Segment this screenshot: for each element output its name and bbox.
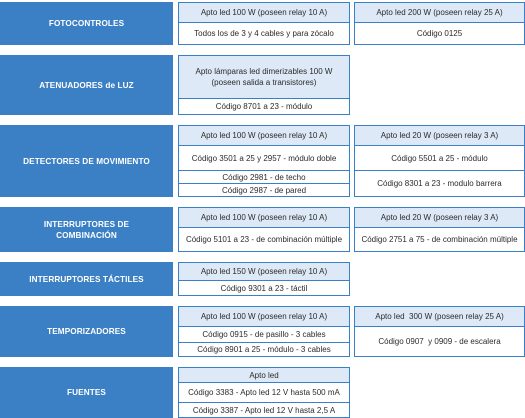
header-combinacion-col1 xyxy=(178,207,350,228)
item-combinacion-col2-0 xyxy=(355,228,524,251)
header-text: Apto led 100 W (poseen relay 10 A) xyxy=(200,8,328,17)
item-text: Código 3383 - Apto led 12 V hasta 500 mA xyxy=(188,388,340,397)
header-fotocontroles-col1 xyxy=(178,2,350,23)
item-fuentes-col1-1 xyxy=(179,403,349,417)
item-temporizadores-col2-0 xyxy=(355,327,524,356)
header-fotocontroles-col2 xyxy=(354,2,525,23)
category-label: ATENUADORES de LUZ xyxy=(39,80,134,90)
item-text: Código 8901 a 25 - módulo - 3 cables xyxy=(197,345,331,354)
category-fuentes xyxy=(0,367,173,418)
cell-combinacion-col1 xyxy=(178,207,350,252)
category-label: DETECTORES DE MOVIMIENTO xyxy=(23,156,150,166)
item-temporizadores-col1-1 xyxy=(179,343,349,356)
header-text: Apto led 20 W (poseen relay 3 A) xyxy=(380,213,499,222)
item-text: Código 0915 - de pasillo - 3 cables xyxy=(202,330,326,339)
item-text: Código 3501 a 25 y 2957 - módulo doble xyxy=(191,153,337,163)
header-fuentes-col1 xyxy=(178,367,350,383)
header-text: Apto led 300 W (poseen relay 25 A) xyxy=(375,312,504,321)
cell-fotocontroles-col2 xyxy=(354,2,525,45)
item-temporizadores-col1-0 xyxy=(179,327,349,342)
header-text: Apto led 100 W (poseen relay 10 A) xyxy=(200,131,328,140)
item-text: Código 2987 - de pared xyxy=(221,185,307,195)
category-label: FOTOCONTROLES xyxy=(48,19,125,28)
item-text: Código 3387 - Apto led 12 V hasta 2,5 A xyxy=(192,405,336,415)
header-temporizadores-col2 xyxy=(354,306,525,327)
item-text: Código 8701 a 23 - módulo xyxy=(215,102,313,111)
header-text: Apto led xyxy=(249,370,279,380)
cell-fotocontroles-col1 xyxy=(178,2,350,45)
category-interruptores-tactiles xyxy=(0,262,173,296)
item-combinacion-col1-0 xyxy=(179,228,349,251)
header-detectores-col2 xyxy=(354,125,525,146)
cell-combinacion-col2 xyxy=(354,207,525,252)
item-detectores-col1-2 xyxy=(179,184,349,196)
cell-atenuadores-col1 xyxy=(178,55,350,115)
category-label: INTERRUPTORES TÁCTILES xyxy=(29,274,144,284)
item-detectores-col2-1 xyxy=(355,171,524,196)
header-text: Apto led 150 W (poseen relay 10 A) xyxy=(200,267,328,276)
header-tactiles-col1 xyxy=(178,262,350,281)
item-fotocontroles-col2-0 xyxy=(355,23,524,44)
category-atenuadores xyxy=(0,55,173,115)
category-label: FUENTES xyxy=(67,388,106,397)
cell-tactiles-col1 xyxy=(178,262,350,296)
item-text: Código 8301 a 23 - modulo barrera xyxy=(377,179,502,188)
header-text: Apto led 20 W (poseen relay 3 A) xyxy=(380,131,499,140)
item-text: Todos los de 3 y 4 cables y para zócalo xyxy=(194,29,334,38)
category-label: TEMPORIZADORES xyxy=(47,327,126,336)
item-detectores-col2-0 xyxy=(355,146,524,170)
header-detectores-col1 xyxy=(178,125,350,146)
cell-temporizadores-col1 xyxy=(178,306,350,357)
item-detectores-col1-0 xyxy=(179,146,349,170)
cell-fuentes-col1 xyxy=(178,367,350,418)
item-text: Código 2981 - de techo xyxy=(222,172,306,182)
header-combinacion-col2 xyxy=(354,207,525,228)
item-text: Código 9301 a 23 - táctil xyxy=(220,283,308,293)
category-label: INTERRUPTORES DE COMBINACIÓN xyxy=(43,219,130,240)
header-text: Apto led 100 W (poseen relay 10 A) xyxy=(200,312,328,321)
item-tactiles-col1-0 xyxy=(179,281,349,295)
item-atenuadores-col1-0 xyxy=(179,99,349,114)
header-text: Apto lámparas led dimerizables 100 W (poseen salida a transistores) xyxy=(195,67,333,87)
item-text: Código 5101 a 23 - de combinación múltiple xyxy=(185,235,343,244)
item-fuentes-col1-0 xyxy=(179,383,349,402)
item-detectores-col1-1 xyxy=(179,171,349,183)
header-text: Apto led 100 W (poseen relay 10 A) xyxy=(200,213,328,222)
item-text: Código 0907 y 0909 - de escalera xyxy=(378,337,501,346)
cell-detectores-col1 xyxy=(178,125,350,197)
category-detectores xyxy=(0,125,173,197)
header-temporizadores-col1 xyxy=(178,306,350,327)
category-temporizadores xyxy=(0,306,173,357)
item-text: Código 2751 a 75 - de combinación múltiple xyxy=(361,235,518,244)
item-text: Código 5501 a 25 - módulo xyxy=(391,153,488,163)
header-text: Apto led 200 W (poseen relay 25 A) xyxy=(376,8,503,17)
item-fotocontroles-col1-0 xyxy=(179,23,349,44)
cell-temporizadores-col2 xyxy=(354,306,525,357)
category-fotocontroles xyxy=(0,2,173,45)
header-atenuadores-col1 xyxy=(178,55,350,99)
category-interruptores-combinacion xyxy=(0,207,173,252)
cell-detectores-col2 xyxy=(354,125,525,197)
item-text: Código 0125 xyxy=(416,29,463,38)
